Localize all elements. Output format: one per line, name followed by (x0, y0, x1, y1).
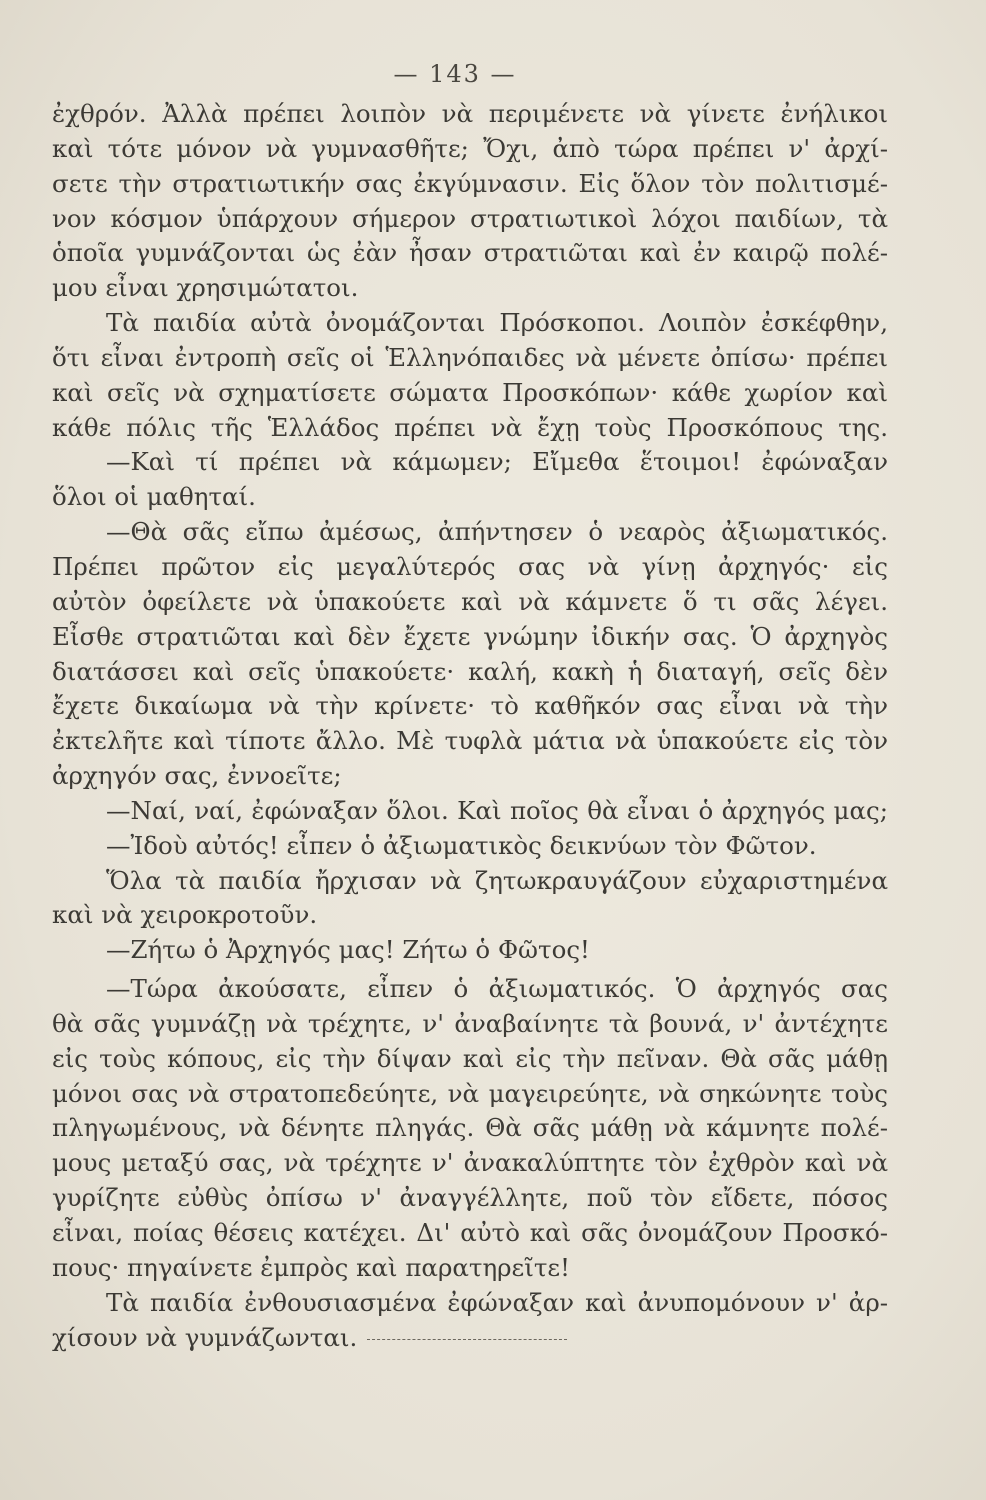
text-line: μόνοι σας νὰ στρατοπεδεύητε, νὰ μαγειρεύητε, νὰ σηκώνητε τοὺς (52, 1078, 888, 1108)
text-line: Ὅλα τὰ παιδία ἤρχισαν νὰ ζητωκραυγάζουν εὐχαριστημένα (106, 865, 888, 895)
text-line: διατάσσει καὶ σεῖς ὑπακούετε· καλή, κακὴ ἡ διαταγή, σεῖς δὲν (52, 656, 888, 686)
page-number: — 143 — (393, 60, 517, 88)
text-line: —Ναί, ναί, ἐφώναξαν ὅλοι. Καὶ ποῖος θὰ εἶναι ὁ ἀρχηγός μας; (106, 795, 888, 825)
text-line: ἐκτελῆτε καὶ τίποτε ἄλλο. Μὲ τυφλὰ μάτια νὰ ὑπακούετε εἰς τὸν (52, 726, 888, 756)
text-line: —Καὶ τί πρέπει νὰ κάμωμεν; Εἴμεθα ἕτοιμοι! ἐφώναξαν (106, 447, 888, 477)
text-line: πληγωμένους, νὰ δένητε πληγάς. Θὰ σᾶς μάθῃ νὰ κάμνητε πολέ- (52, 1113, 888, 1143)
text-line: γυρίζητε εὐθὺς ὀπίσω ν' ἀναγγέλλητε, ποῦ τὸν εἴδετε, πόσος (52, 1183, 888, 1213)
text-line: Πρέπει πρῶτον εἰς μεγαλύτερός σας νὰ γίνῃ ἀρχηγός· εἰς (52, 551, 888, 581)
text-line: νον κόσμον ὑπάρχουν σήμερον στρατιωτικοὶ λόχοι παιδίων, τὰ (52, 203, 888, 233)
text-line: καὶ νὰ χειροκροτοῦν. (52, 900, 318, 930)
text-line: καὶ τότε μόνον νὰ γυμνασθῆτε; Ὄχι, ἀπὸ τώρα πρέπει ν' ἀρχί- (52, 133, 888, 163)
text-line: Εἶσθε στρατιῶται καὶ δὲν ἔχετε γνώμην ἰδικήν σας. Ὁ ἀρχηγὸς (52, 621, 888, 651)
end-rule (367, 1338, 567, 1340)
text-line: —Θὰ σᾶς εἴπω ἀμέσως, ἀπήντησεν ὁ νεαρὸς ἀξιωματικός. (106, 517, 888, 547)
text-line: Τὰ παιδία ἐνθουσιασμένα ἐφώναξαν καὶ ἀνυπομόνουν ν' ἀρ- (106, 1287, 888, 1317)
text-line: ἀρχηγόν σας, ἐννοεῖτε; (52, 761, 342, 791)
text-line: μου εἶναι χρησιμώτατοι. (52, 273, 359, 303)
text-line: —Ἰδοὺ αὐτός! εἶπεν ὁ ἀξιωματικὸς δεικνύων τὸν Φῶτον. (106, 830, 817, 860)
text-line: εἶναι, ποίας θέσεις κατέχει. Δι' αὐτὸ καὶ σᾶς ὀνομάζουν Προσκό- (52, 1218, 888, 1247)
text-line: ἐχθρόν. Ἀλλὰ πρέπει λοιπὸν νὰ περιμένετε νὰ γίνετε ἐνήλικοι (52, 99, 888, 128)
text-line: εἰς τοὺς κόπους, εἰς τὴν δίψαν καὶ εἰς τὴν πεῖναν. Θὰ σᾶς μάθῃ (52, 1043, 888, 1073)
text-line: αὐτὸν ὀφείλετε νὰ ὑπακούετε καὶ νὰ κάμνετε ὅ τι σᾶς λέγει. (52, 586, 888, 616)
text-line: ἔχετε δικαίωμα νὰ τὴν κρίνετε· τὸ καθῆκόν σας εἶναι νὰ τὴν (52, 691, 888, 721)
text-line: ὁποῖα γυμνάζονται ὡς ἐὰν ἦσαν στρατιῶται καὶ ἐν καιρῷ πολέ- (52, 238, 888, 268)
text-line: Τὰ παιδία αὐτὰ ὀνομάζονται Πρόσκοποι. Λοιπὸν ἐσκέφθην, (106, 308, 888, 338)
text-line: —Ζήτω ὁ Ἀρχηγός μας! Ζήτω ὁ Φῶτος! (106, 935, 590, 965)
text-line: κάθε πόλις τῆς Ἑλλάδος πρέπει νὰ ἔχῃ τοὺς Προσκόπους της. (52, 412, 888, 442)
text-line: καὶ σεῖς νὰ σχηματίσετε σώματα Προσκόπων· κάθε χωρίον καὶ (52, 377, 888, 407)
body-text (52, 97, 888, 1355)
text-line: σετε τὴν στρατιωτικήν σας ἐκγύμνασιν. Εἰς ὅλον τὸν πολιτισμέ- (52, 168, 888, 198)
text-line: ὅτι εἶναι ἐντροπὴ σεῖς οἱ Ἑλληνόπαιδες νὰ μένετε ὀπίσω· πρέπει (52, 342, 888, 372)
text-line: θὰ σᾶς γυμνάζῃ νὰ τρέχητε, ν' ἀναβαίνητε τὰ βουνά, ν' ἀντέχητε (52, 1008, 888, 1038)
text-line: πους· πηγαίνετε ἐμπρὸς καὶ παρατηρεῖτε! (52, 1252, 570, 1282)
text-line: —Τώρα ἀκούσατε, εἶπεν ὁ ἀξιωματικός. Ὁ ἀρχηγός σας (106, 974, 888, 1004)
text-line: ὅλοι οἱ μαθηταί. (52, 482, 256, 512)
text-line: χίσουν νὰ γυμνάζωνται. (52, 1322, 358, 1352)
final-line (52, 1321, 888, 1356)
text-line: μους μεταξύ σας, νὰ τρέχητε ν' ἀνακαλύπτητε τὸν ἐχθρὸν καὶ νὰ (52, 1148, 888, 1178)
